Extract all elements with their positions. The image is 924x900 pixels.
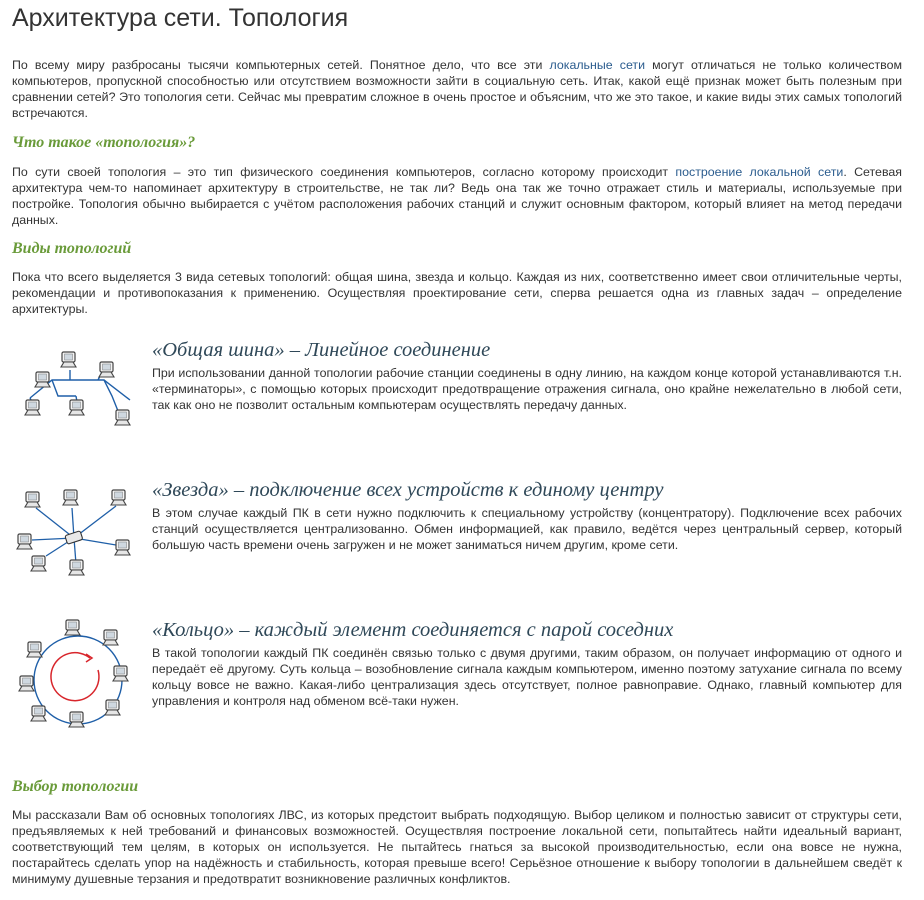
topology-bus-heading: «Общая шина» – Линейное соединение bbox=[152, 339, 491, 361]
intro-text-end: могут отличаться не только количеством компьютеров, пропускной способностью или отсутствием возможности зайти в социальную сеть. Итак, какой ещё признак может быть полезным при сравнении сетей? Это топология сети. Сейчас мы превратим сложное в очень простое и объясним, что же это такое, и какие виды этих самых топологий встречаются. bbox=[12, 58, 903, 120]
topology-ring-heading: «Кольцо» – каждый элемент соединяется с парой соседних bbox=[152, 619, 674, 641]
what-text-start: По сути своей топология – это тип физического соединения компьютеров, согласно которому происходит bbox=[12, 165, 676, 179]
intro-text-start: По всему миру разбросаны тысячи компьютерных сетей. Понятное дело, что все эти bbox=[12, 58, 550, 72]
intro-paragraph bbox=[12, 57, 902, 121]
types-paragraph: Пока что всего выделяется 3 вида сетевых топологий: общая шина, звезда и кольцо. Каждая из них, соответственно имеет свои отличительные черты, рекомендации и противопоказания к применению. Осуществляя проектирование сети, сперва решается одна из главных задач – определение архитектуры. bbox=[12, 270, 902, 316]
bus-topology-diagram-icon bbox=[12, 338, 140, 448]
ring-topology-diagram-icon bbox=[12, 618, 140, 728]
what-paragraph bbox=[12, 164, 902, 228]
topology-star-heading: «Звезда» – подключение всех устройств к единому центру bbox=[152, 479, 664, 501]
section-heading-choice: Выбор топологии bbox=[12, 778, 139, 795]
what-text-end: . Сетевая архитектура чем-то напоминает архитектуру в строительстве, не так ли? Ведь она так же точно отражает стиль и материалы, используемые при постройке. Топология обычно выбирается с учётом расположения рабочих станций и служит основным фактором, который влияет на метод передачи данных. bbox=[12, 165, 902, 227]
choice-paragraph: Мы рассказали Вам об основных топологиях ЛВС, из которых предстоит выбрать подходящую. Выбор целиком и полностью зависит от структуры сети, предъявляемых к ней требований и финансовых возможностей. Осуществляя построение локальной сети, попытайтесь найти идеальный вариант, соответствующий тем целям, в которых он используется. Не пытайтесь гнаться за высокой производительностью, если она вовсе не нужна, постарайтесь сделать упор на надёжность и стабильность, которая превыше всего! Серьёзное отношение к выбору топологии в дальнейшем сведёт к минимуму душевные терзания и предотвратит возникновение различных конфликтов. bbox=[12, 808, 902, 886]
build-local-network-link[interactable]: построение локальной сети bbox=[675, 165, 844, 179]
page-title: Архитектура сети. Топология bbox=[12, 4, 349, 32]
section-heading-types: Виды топологий bbox=[12, 240, 132, 257]
local-networks-link[interactable]: локальные сети bbox=[549, 58, 646, 72]
section-heading-what: Что такое «топология»? bbox=[12, 134, 196, 151]
topology-bus-text: При использовании данной топологии рабочие станции соединены в одну линию, на каждом конце которой устанавливаются т.н. «терминаторы», с помощью которых происходит предотвращение отражения сигнала, оно крайне нежелательно в любой сети, так как оно не позволит остальным компьютерам осуществлять передачу данных. bbox=[152, 366, 902, 412]
topology-ring-text: В такой топологии каждый ПК соединён связью только с двумя другими, таким образом, он получает информацию от одного и передаёт её другому. Суть кольца – возобновление сигнала каждым компьютером, именно поэтому затухание сигнала по всему кольцу вовсе не важно. Какая-либо централизация здесь отсутствует, полное равноправие. Однако, главный компьютер для управления и контроля над обменом всё-таки нужен. bbox=[152, 646, 902, 708]
topology-star-text: В этом случае каждый ПК в сети нужно подключить к специальному устройству (концентратору). Подключение всех рабочих станций осуществляется централизованно. Обмен информацией, как правило, ведётся через центральный сервер, который большую часть времени очень загружен и не может заниматься ничем другим, кроме сети. bbox=[152, 506, 902, 552]
star-topology-diagram-icon bbox=[12, 478, 140, 588]
